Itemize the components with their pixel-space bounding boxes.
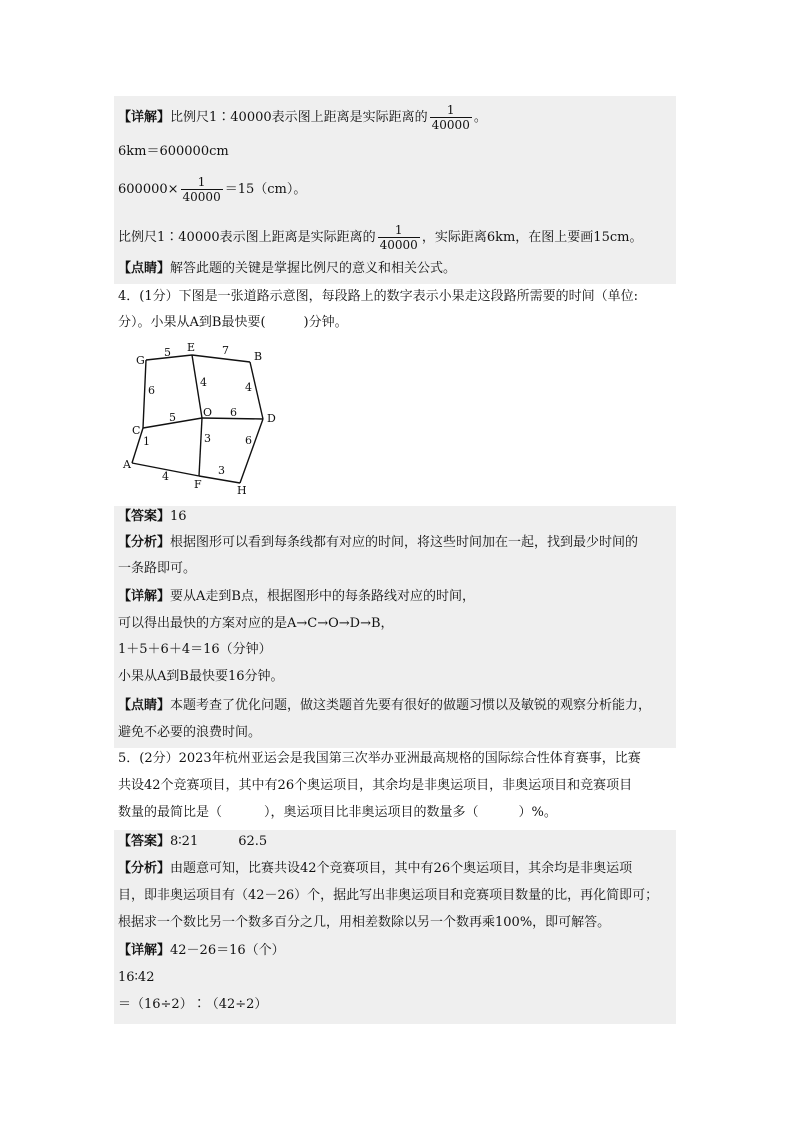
q5-stem-2: 共设42个竞赛项目，其中有26个奥运项目，其余均是非奥运项目，非奥运项目和竞赛项目 [118,778,633,793]
q4-tip-1: 【点睛】本题考查了优化问题，做这类题首先要有很好的做题习惯以及敏锐的观察分析能力， [118,698,652,713]
tip-line: 【点睛】解答此题的关键是掌握比例尺的意义和相关公式。 [118,261,457,276]
weight-OD: 6 [230,406,237,419]
node-C: C [132,424,141,437]
weight-EO: 4 [200,376,207,389]
q5-stem-1: 5．(2分）2023年杭州亚运会是我国第三次举办亚洲最高规格的国际综合性体育赛事，比赛 [118,751,641,766]
q5-detail-1: 【详解】42－26＝16（个） [118,943,285,958]
q5-detail-3: ＝（16÷2）∶（42÷2） [118,997,268,1012]
road-DH [240,419,263,483]
q4-analysis-1: 【分析】根据图形可以看到每条线都有对应的时间，将这些时间加在一起，找到最少时间的 [118,535,639,550]
road-FH [199,476,240,483]
node-G: G [136,354,145,367]
q4-detail-3: 1＋5＋6＋4＝16（分钟） [118,642,272,657]
detail-line-3: 600000× $\frac{1}{40000}$ ＝15（cm）。 [118,175,307,204]
node-F: F [194,478,202,491]
q5-analysis-3: 根据求一个数比另一个数多百分之几，用相差数除以另一个数再乘100%，即可解答。 [118,915,611,930]
q5-answer: 【答案】8∶21 62.5 [118,834,268,849]
weight-OF: 3 [204,432,211,445]
weight-FH: 3 [218,464,225,477]
weight-GC: 6 [148,384,155,397]
weight-EB: 7 [222,344,229,357]
q4-stem-1: 4．(1分）下图是一张道路示意图，每段路上的数字表示小果走这段路所需要的时间（单位: [118,289,638,304]
node-A: A [123,458,131,471]
weight-GE: 5 [164,346,171,359]
node-B: B [254,350,263,363]
q5-analysis-2: 目，即非奥运项目有（42－26）个，据此写出非奥运项目和竞赛项目数量的比，再化简即可； [118,888,659,903]
detail-line-2: 6km＝600000cm [118,144,229,159]
q4-detail-2: 可以得出最快的方案对应的是A→C→O→D→B， [118,616,394,631]
fraction: $\frac{1}{40000}$ [379,223,418,252]
road-map-diagram [118,340,288,500]
weight-CO: 5 [169,411,176,424]
q4-detail-1: 【详解】要从A走到B点，根据图形中的每条路线对应的时间， [118,589,475,604]
weight-CA: 1 [143,435,150,448]
q4-answer: 【答案】16 [118,509,187,524]
q4-analysis-2: 一条路即可。 [118,561,197,576]
q5-stem-3: 数量的最简比是（ ），奥运项目比非奥运项目的数量多（ ）%。 [118,805,557,820]
fraction: $\frac{1}{40000}$ [182,175,221,204]
road-OF [199,418,202,476]
weight-BD: 4 [245,381,252,394]
q5-detail-2: 16∶42 [118,970,155,985]
road-GC [143,360,146,428]
q5-analysis-1: 【分析】由题意可知，比赛共设42个竞赛项目，其中有26个奥运项目，其余均是非奥运项 [118,861,633,876]
detail-label: 【详解】 [118,110,171,125]
fraction: $\frac{1}{40000}$ [431,103,470,132]
node-D: D [267,412,276,425]
weight-DH: 6 [245,434,252,447]
node-E: E [187,341,196,354]
q4-stem-2: 分）。小果从A到B最快要( )分钟。 [118,315,348,330]
detail-line-4: 比例尺1∶40000表示图上距离是实际距离的 $\frac{1}{40000}$ ，实际距离6km，在图上要画15cm。 [118,223,643,252]
detail-line-1: 【详解】比例尺1∶40000表示图上距离是实际距离的 $\frac{1}{40000}$ 。 [118,103,487,132]
road-EB [192,355,250,362]
node-O: O [203,406,213,419]
node-H: H [237,484,247,497]
q4-detail-4: 小果从A到B最快要16分钟。 [118,669,284,684]
q4-tip-2: 避免不必要的浪费时间。 [118,725,262,740]
weight-AF: 4 [162,470,169,483]
